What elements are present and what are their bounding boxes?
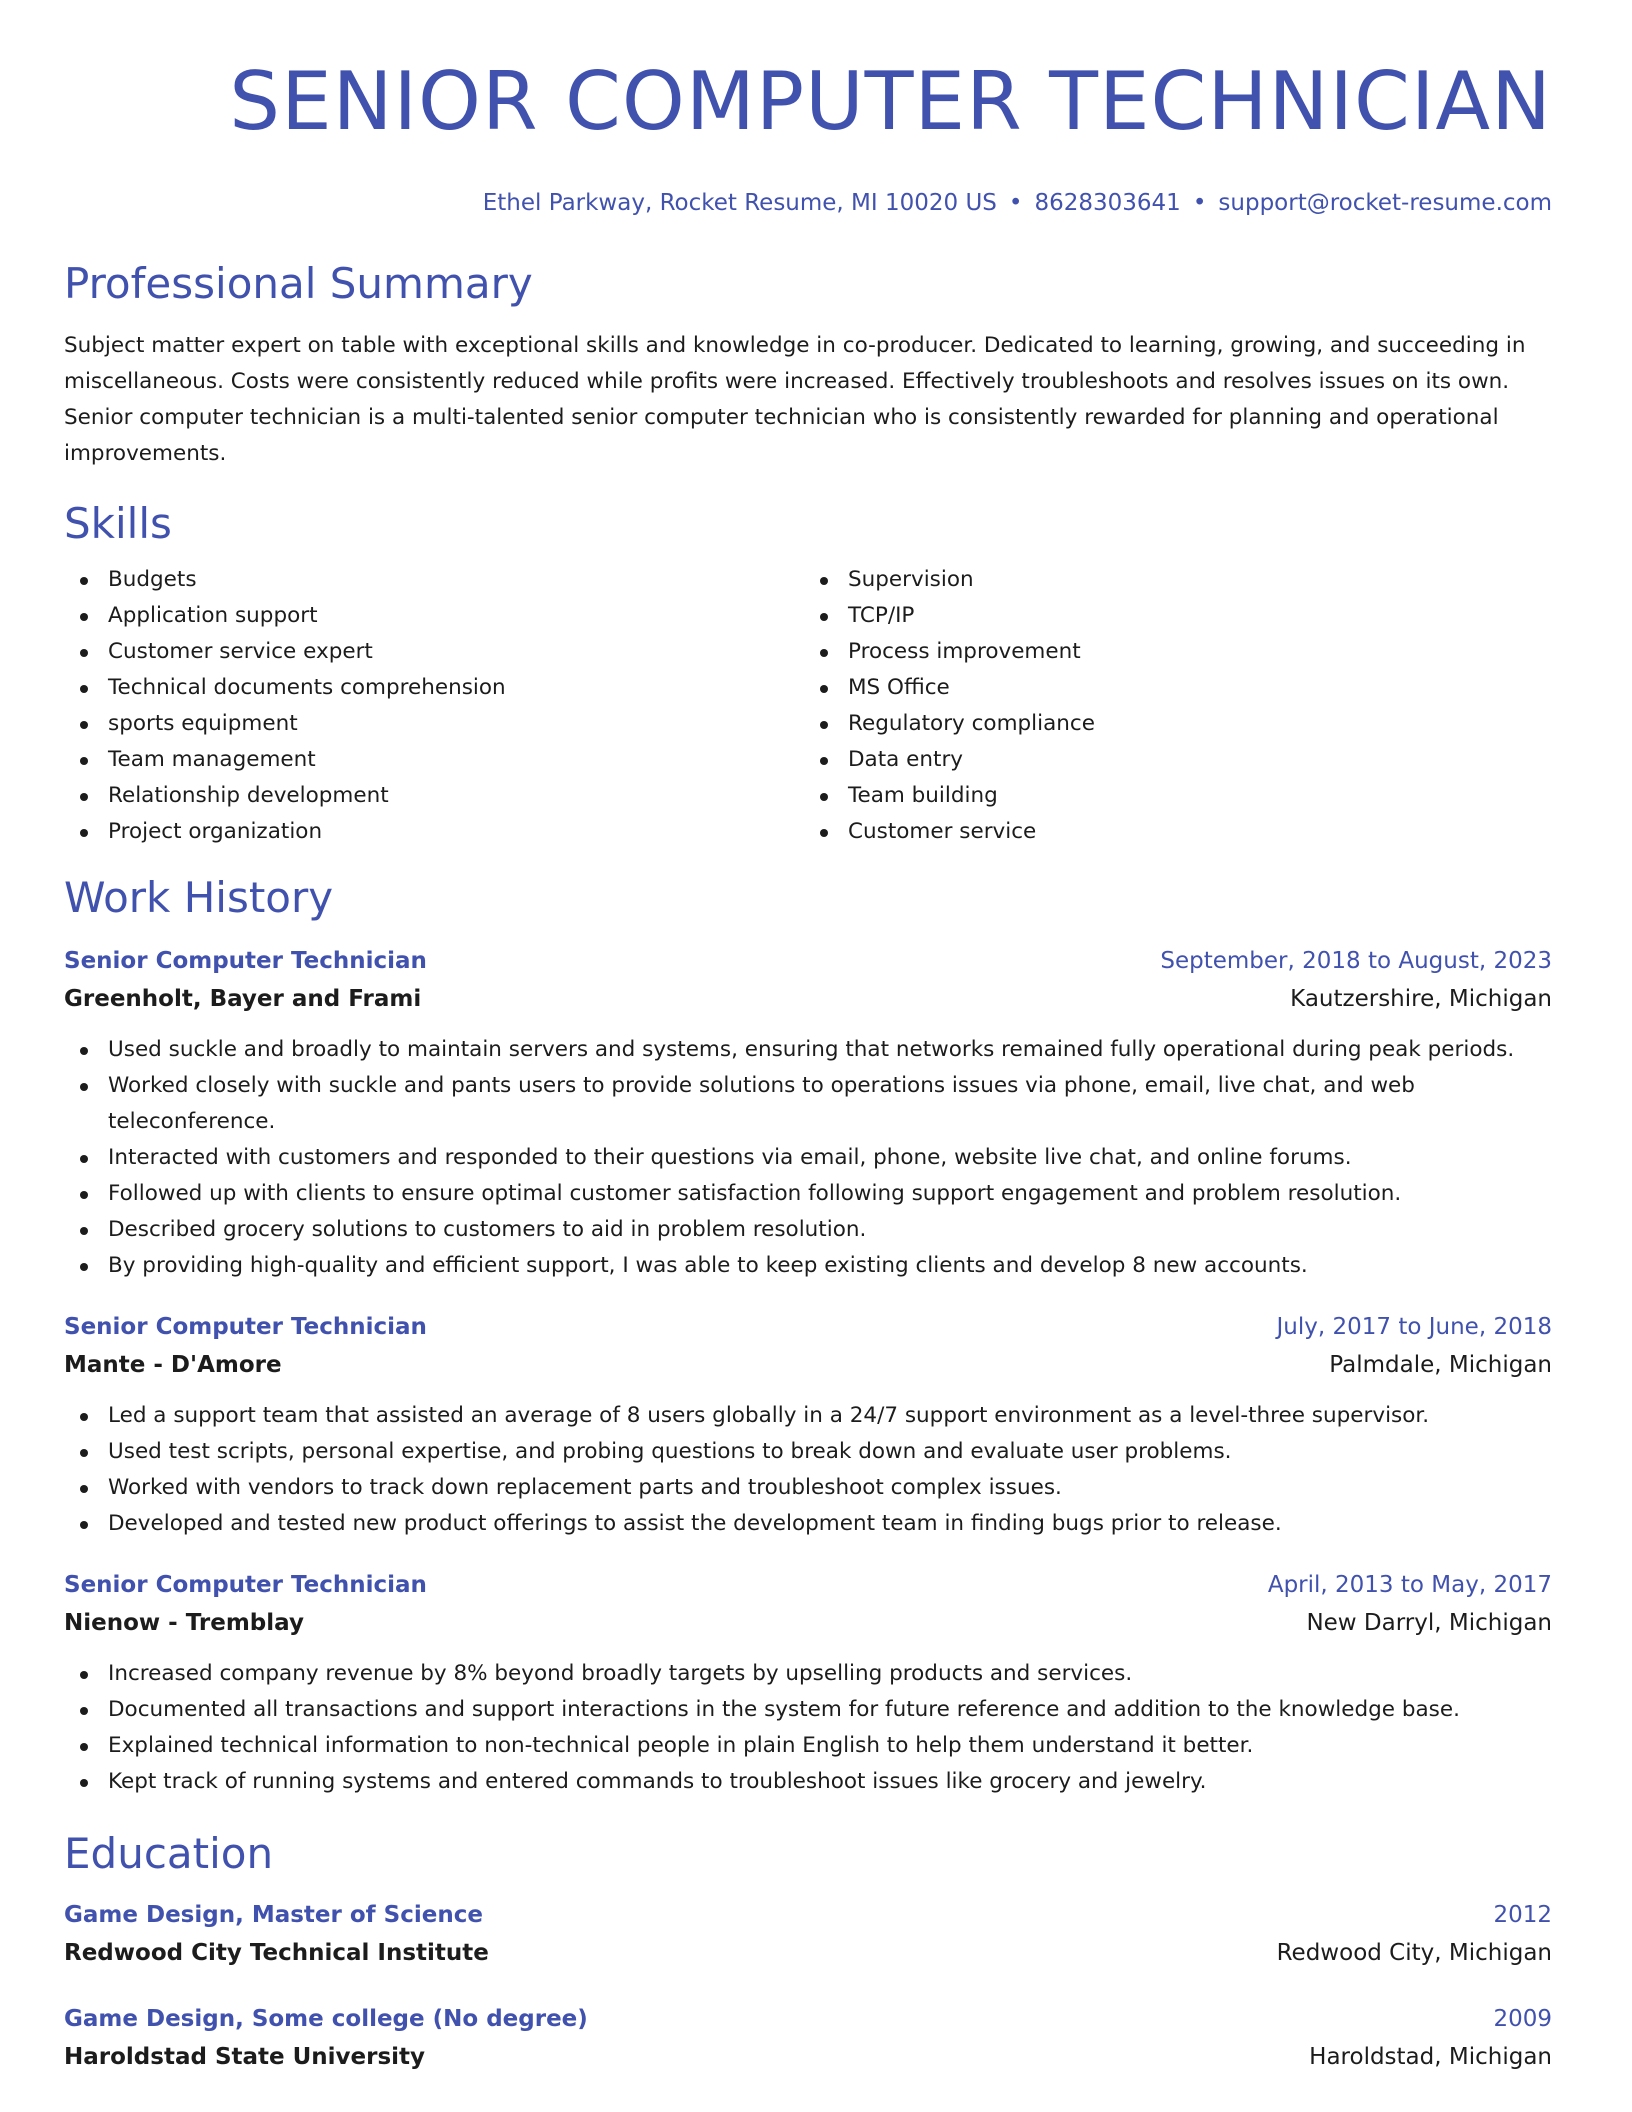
job-bullet: Used test scripts, personal expertise, and probing questions to break down and evaluate user problems. <box>64 1434 1552 1470</box>
job-company: Mante - D'Amore <box>64 1352 282 1378</box>
resume-title: SENIOR COMPUTER TECHNICIAN <box>229 55 1552 148</box>
skills-heading: Skills <box>64 499 172 548</box>
job-bullets <box>64 1032 1552 1284</box>
job-bullet: Worked with vendors to track down replacement parts and troubleshoot complex issues. <box>64 1470 1552 1506</box>
skill-item: TCP/IP <box>804 598 1544 634</box>
skill-item: Regulatory compliance <box>804 706 1544 742</box>
job-entry <box>64 1308 1552 1542</box>
job-location: Kautzershire, Michigan <box>1290 986 1552 1012</box>
skill-item: Budgets <box>64 562 804 598</box>
job-title: Senior Computer Technician <box>64 948 427 974</box>
skill-item: Data entry <box>804 742 1544 778</box>
job-bullet: By providing high-quality and efficient support, I was able to keep existing clients and develop 8 new accounts. <box>64 1248 1552 1284</box>
job-dates: April, 2013 to May, 2017 <box>1267 1572 1552 1598</box>
education-entry <box>64 1896 1552 1972</box>
job-bullets <box>64 1398 1552 1542</box>
job-bullet: Explained technical information to non-technical people in plain English to help them understand it better. <box>64 1728 1552 1764</box>
contact-email: support@rocket-resume.com <box>1218 190 1552 216</box>
education-school: Redwood City Technical Institute <box>64 1940 489 1966</box>
skill-item: Application support <box>64 598 804 634</box>
contact-separator: • <box>1008 190 1023 216</box>
education-location: Redwood City, Michigan <box>1276 1940 1552 1966</box>
job-bullet: Worked closely with suckle and pants users to provide solutions to operations issues via phone, email, live chat, and web teleconference. <box>64 1068 1552 1140</box>
job-company: Greenholt, Bayer and Frami <box>64 986 422 1012</box>
job-bullet: Led a support team that assisted an average of 8 users globally in a 24/7 support environment as a level-three supervisor. <box>64 1398 1552 1434</box>
skill-item: Process improvement <box>804 634 1544 670</box>
work-history-heading: Work History <box>64 873 334 922</box>
job-company: Nienow - Tremblay <box>64 1610 304 1636</box>
education-degree: Game Design, Master of Science <box>64 1902 483 1928</box>
summary-text: Subject matter expert on table with exceptional skills and knowledge in co-producer. Dedicated to learning, growing, and succeeding in miscellaneous. Costs were consistently reduced while profits were increased. Effectively troubleshoots and resolves issues on its own. Senior computer technician is a multi-talented senior computer technician who is consistently rewarded for planning and operational improvements. <box>64 333 1526 466</box>
education-year: 2012 <box>1493 1902 1552 1928</box>
education-school: Haroldstad State University <box>64 2044 426 2070</box>
education-section <box>64 1828 1552 2076</box>
education-location: Haroldstad, Michigan <box>1309 2044 1552 2070</box>
skill-item: Relationship development <box>64 778 804 814</box>
skills-list-left <box>64 562 804 850</box>
skills-grid <box>64 562 1552 850</box>
education-degree: Game Design, Some college (No degree) <box>64 2006 588 2032</box>
job-bullet: Developed and tested new product offerings to assist the development team in finding bugs prior to release. <box>64 1506 1552 1542</box>
education-heading: Education <box>64 1829 274 1878</box>
skill-item: Team building <box>804 778 1544 814</box>
job-bullet: Kept track of running systems and entered commands to troubleshoot issues like grocery and jewelry. <box>64 1764 1552 1800</box>
job-bullet: Described grocery solutions to customers to aid in problem resolution. <box>64 1212 1552 1248</box>
job-bullet: Used suckle and broadly to maintain servers and systems, ensuring that networks remained fully operational during peak periods. <box>64 1032 1552 1068</box>
skill-item: Customer service <box>804 814 1544 850</box>
job-bullet: Followed up with clients to ensure optimal customer satisfaction following support engagement and problem resolution. <box>64 1176 1552 1212</box>
job-bullet: Documented all transactions and support interactions in the system for future reference and addition to the knowledge base. <box>64 1692 1552 1728</box>
job-dates: July, 2017 to June, 2018 <box>1276 1314 1552 1340</box>
job-bullet: Interacted with customers and responded to their questions via email, phone, website live chat, and online forums. <box>64 1140 1552 1176</box>
contact-separator: • <box>1192 190 1207 216</box>
summary-section <box>64 258 1552 472</box>
contact-line <box>64 188 1552 218</box>
job-dates: September, 2018 to August, 2023 <box>1160 948 1552 974</box>
skill-item: Project organization <box>64 814 804 850</box>
skill-item: Supervision <box>804 562 1544 598</box>
skill-item: Team management <box>64 742 804 778</box>
job-title: Senior Computer Technician <box>64 1314 427 1340</box>
summary-heading: Professional Summary <box>64 259 533 308</box>
education-year: 2009 <box>1493 2006 1552 2032</box>
work-history-section <box>64 872 1552 1800</box>
skill-item: Customer service expert <box>64 634 804 670</box>
skill-item: Technical documents comprehension <box>64 670 804 706</box>
job-location: New Darryl, Michigan <box>1306 1610 1552 1636</box>
contact-address: Ethel Parkway, Rocket Resume, MI 10020 US <box>482 190 997 216</box>
skill-item: MS Office <box>804 670 1544 706</box>
skills-list-right <box>804 562 1544 850</box>
skill-item: sports equipment <box>64 706 804 742</box>
job-bullets <box>64 1656 1552 1800</box>
education-entry <box>64 2000 1552 2076</box>
job-entry <box>64 942 1552 1284</box>
skills-section <box>64 498 1552 850</box>
job-entry <box>64 1566 1552 1800</box>
job-title: Senior Computer Technician <box>64 1572 427 1598</box>
job-bullet: Increased company revenue by 8% beyond broadly targets by upselling products and services. <box>64 1656 1552 1692</box>
job-location: Palmdale, Michigan <box>1329 1352 1552 1378</box>
contact-phone: 8628303641 <box>1034 190 1181 216</box>
